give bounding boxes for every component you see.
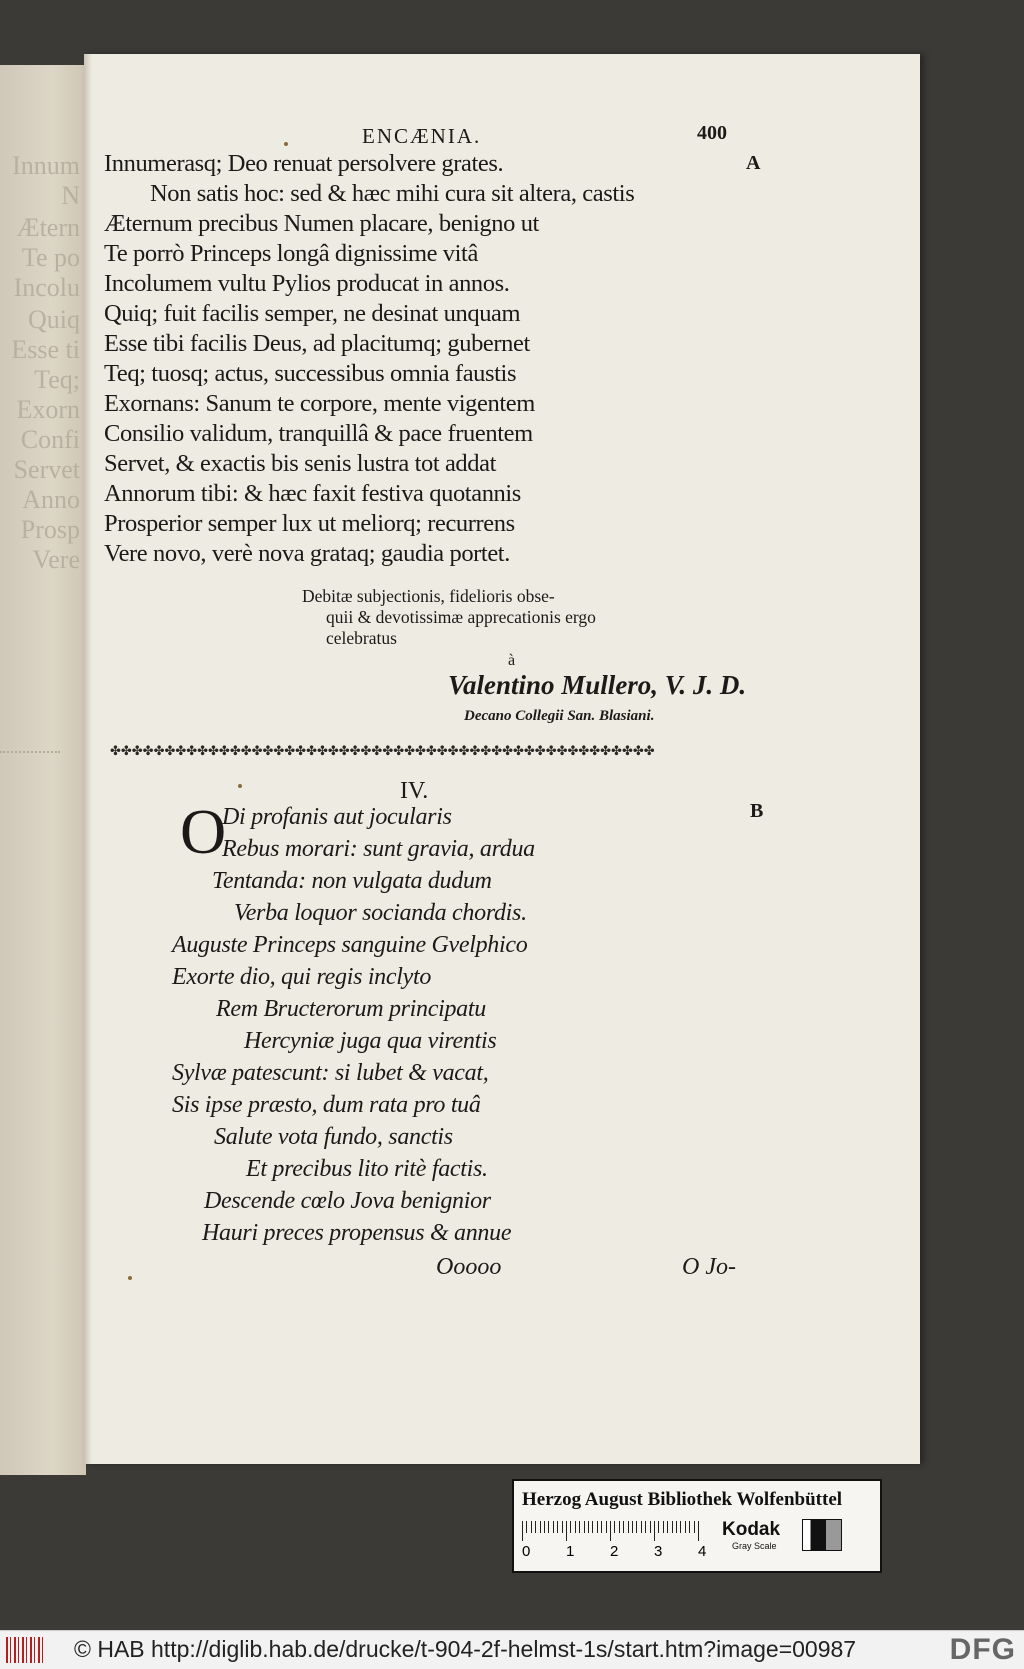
verse-line: Verba loquor socianda chordis. [234, 900, 527, 926]
margin-marker-a: A [746, 152, 761, 174]
verse-line: Salute vota fundo, sanctis [214, 1124, 453, 1150]
barcode-icon [6, 1637, 46, 1663]
verse-line: Incolumem vultu Pylios producat in annos. [104, 270, 510, 297]
running-head: ENCÆNIA. [362, 124, 482, 148]
verse-line: Exorte dio, qui regis inclyto [172, 964, 432, 990]
author-name: Valentino Mullero, V. J. D. [448, 670, 747, 700]
scale-label: 3 [654, 1543, 663, 1560]
footer-credit: © HAB http://diglib.hab.de/drucke/t-904-2f-helmst-1s/start.htm?image=00987 [74, 1636, 857, 1662]
institution-name: Herzog August Bibliothek Wolfenbüttel [522, 1489, 843, 1510]
gray-swatch [802, 1519, 842, 1551]
verse-line: Vere novo, verè nova grataq; gaudia portet. [104, 540, 510, 567]
signature-catchword: O Jo- [682, 1254, 736, 1280]
dfg-logo: DFG [949, 1633, 1016, 1666]
verse-line: Prosperior semper lux ut meliorq; recurrens [104, 510, 515, 537]
scale-label: 0 [522, 1543, 531, 1560]
verse-line: Exornans: Sanum te corpore, mente vigentem [104, 390, 535, 417]
scale-ruler [522, 1521, 702, 1541]
verse-line: Di profanis aut jocularis [222, 804, 452, 830]
footer-bar [0, 1630, 1024, 1669]
dedication-line: quii & devotissimæ apprecationis ergo [326, 607, 596, 627]
dedication [302, 586, 682, 649]
verse-line: Æternum precibus Numen placare, benigno ut [104, 210, 539, 237]
folio-number: 400 [697, 122, 727, 144]
previous-page-edge: Innum N Ætern Te po Incolu Quiq Esse ti Teq; Exorn Confi Servet Anno Prosp Vere [0, 65, 86, 1475]
verse-line: Non satis hoc: sed & hæc mihi cura sit altera, castis [150, 180, 635, 207]
author-role: Decano Collegii San. Blasiani. [464, 708, 655, 724]
ornamental-rule: ✤✤✤✤✤✤✤✤✤✤✤✤✤✤✤✤✤✤✤✤✤✤✤✤✤✤✤✤✤✤✤✤✤✤✤✤✤✤✤✤✤✤✤✤✤✤✤✤✤✤ [110, 744, 655, 758]
verse-line: Innumerasq; Deo renuat persolvere grates. [104, 150, 504, 177]
dedication-preposition: à [508, 652, 516, 669]
verse-line: Rebus morari: sunt gravia, ardua [222, 836, 535, 862]
margin-marker-b: B [750, 800, 764, 822]
verse-line: Te porrò Princeps longâ dignissime vitâ [104, 240, 478, 267]
verse-line: Auguste Princeps sanguine Gvelphico [172, 932, 528, 958]
verse-line: Tentanda: non vulgata dudum [212, 868, 492, 894]
verse-line: Sylvæ patescunt: si lubet & vacat, [172, 1060, 489, 1086]
book-page [84, 54, 920, 1464]
catchword: Ooooo [436, 1254, 502, 1280]
dedication-line: Debitæ subjectionis, fidelioris obse- [302, 586, 555, 606]
verse-line: Annorum tibi: & hæc faxit festiva quotannis [104, 480, 521, 507]
drop-cap: O [180, 796, 227, 867]
verse-line: Sis ipse præsto, dum rata pro tuâ [172, 1092, 481, 1118]
verse-line: Esse tibi facilis Deus, ad placitumq; gubernet [104, 330, 530, 357]
verse-line: Consilio validum, tranquillâ & pace fruentem [104, 420, 533, 447]
verse-line: Et precibus lito ritè factis. [246, 1156, 488, 1182]
verse-line: Rem Bructerorum principatu [216, 996, 486, 1022]
verse-line: Hauri preces propensus & annue [202, 1220, 512, 1246]
verse-line: Descende cœlo Jova benignior [204, 1188, 491, 1214]
dedication-line: celebratus [326, 628, 397, 648]
color-reference-card [512, 1479, 882, 1573]
section-number: IV. [400, 778, 429, 804]
verse-line: Servet, & exactis bis senis lustra tot addat [104, 450, 497, 477]
verse-line: Hercyniæ juga qua virentis [244, 1028, 497, 1054]
scale-label: 2 [610, 1543, 619, 1560]
verse-line: Quiq; fuit facilis semper, ne desinat unquam [104, 300, 521, 327]
kodak-subtitle: Gray Scale [732, 1541, 777, 1551]
scale-label: 1 [566, 1543, 575, 1560]
scale-label: 4 [698, 1543, 707, 1560]
verse-line: Teq; tuosq; actus, successibus omnia faustis [104, 360, 517, 387]
kodak-brand: Kodak [722, 1519, 781, 1540]
